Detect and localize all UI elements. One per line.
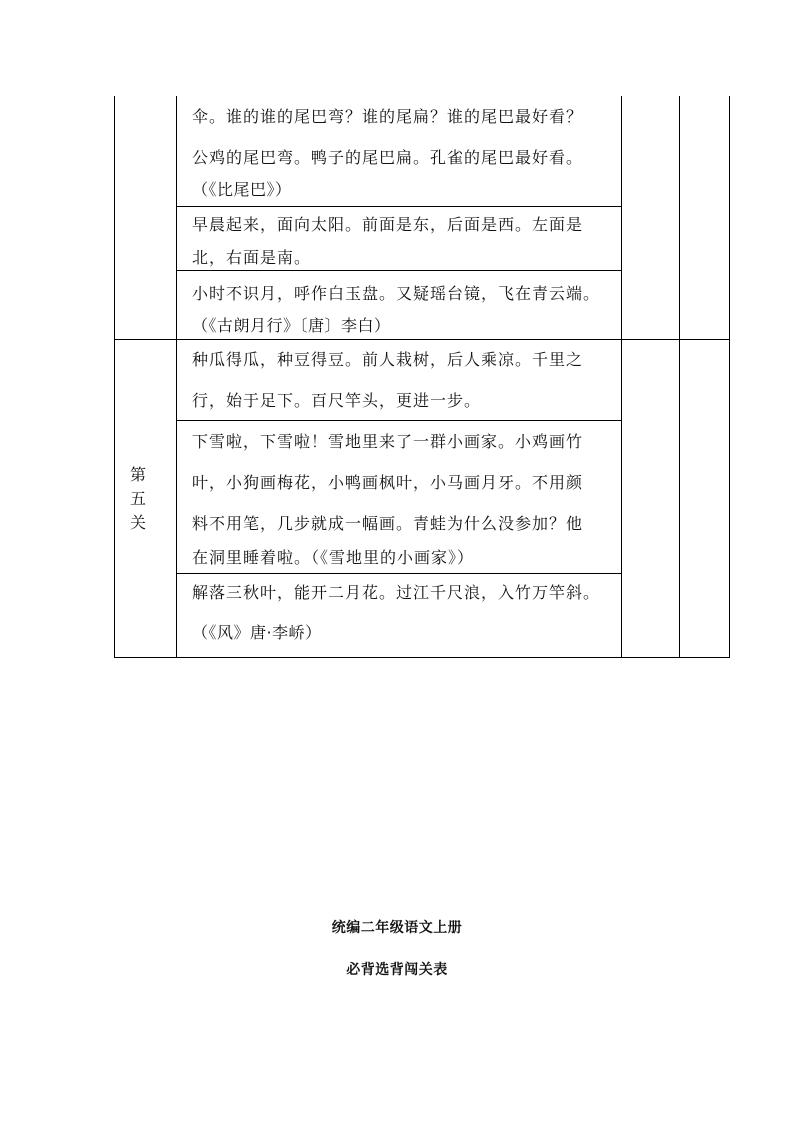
passage-line: 下雪啦，下雪啦！雪地里来了一群小画家。小鸡画竹 <box>192 432 584 451</box>
passage-line: 小时不识月，呼作白玉盘。又疑瑶台镜，飞在青云端。 <box>192 284 601 303</box>
passage-line: 叶，小狗画梅花，小鸭画枫叶，小马画月牙。不用颜 <box>192 473 584 492</box>
table-row <box>192 273 612 338</box>
passage-line: 料不用笔，几步就成一幅画。青蛙为什么没参加？他 <box>192 514 584 533</box>
passage-source: （《比尾巴》） <box>192 180 292 199</box>
table-border-bottom <box>114 657 730 658</box>
level-label-char: 第 <box>129 465 146 484</box>
level-label-char: 五 <box>129 489 146 508</box>
passage-line: 北，右面是南。 <box>192 248 312 267</box>
passage-line: 解落三秋叶，能开二月花。过江千尺浪，入竹万竿斜。 <box>192 583 601 602</box>
table-row <box>192 96 612 202</box>
passage-line: 行，始于足下。百尺竿头，更进一步。 <box>192 391 482 410</box>
table-divider-check <box>679 96 680 658</box>
table-row <box>192 339 612 421</box>
table-border-right <box>729 96 730 658</box>
passage-line: 种瓜得瓜，种豆得豆。前人栽树，后人乘凉。千里之 <box>192 350 584 369</box>
table-row <box>192 204 612 271</box>
passage-source: （《古朗月行》〔唐〕李白） <box>192 316 391 335</box>
table-border-left <box>114 96 115 658</box>
passage-line: 在洞里睡着啦。（《雪地里的小画家》） <box>192 548 475 567</box>
level-label-char: 关 <box>129 513 146 532</box>
book-title: 统编二年级语文上册 <box>331 920 463 936</box>
table-title: 必背选背闯关表 <box>346 962 448 978</box>
passage-line: 早晨起来，面向太阳。前面是东，后面是西。左面是 <box>192 215 584 234</box>
passage-line: 伞。谁的谁的尾巴弯？谁的尾扁？谁的尾巴最好看？ <box>192 107 584 126</box>
table-row <box>192 572 612 653</box>
passage-line: 公鸡的尾巴弯。鸭子的尾巴扁。孔雀的尾巴最好看。 <box>192 148 584 167</box>
level-label <box>128 463 148 535</box>
table-row <box>192 421 612 572</box>
passage-source: （《风》唐·李峤） <box>192 623 322 642</box>
